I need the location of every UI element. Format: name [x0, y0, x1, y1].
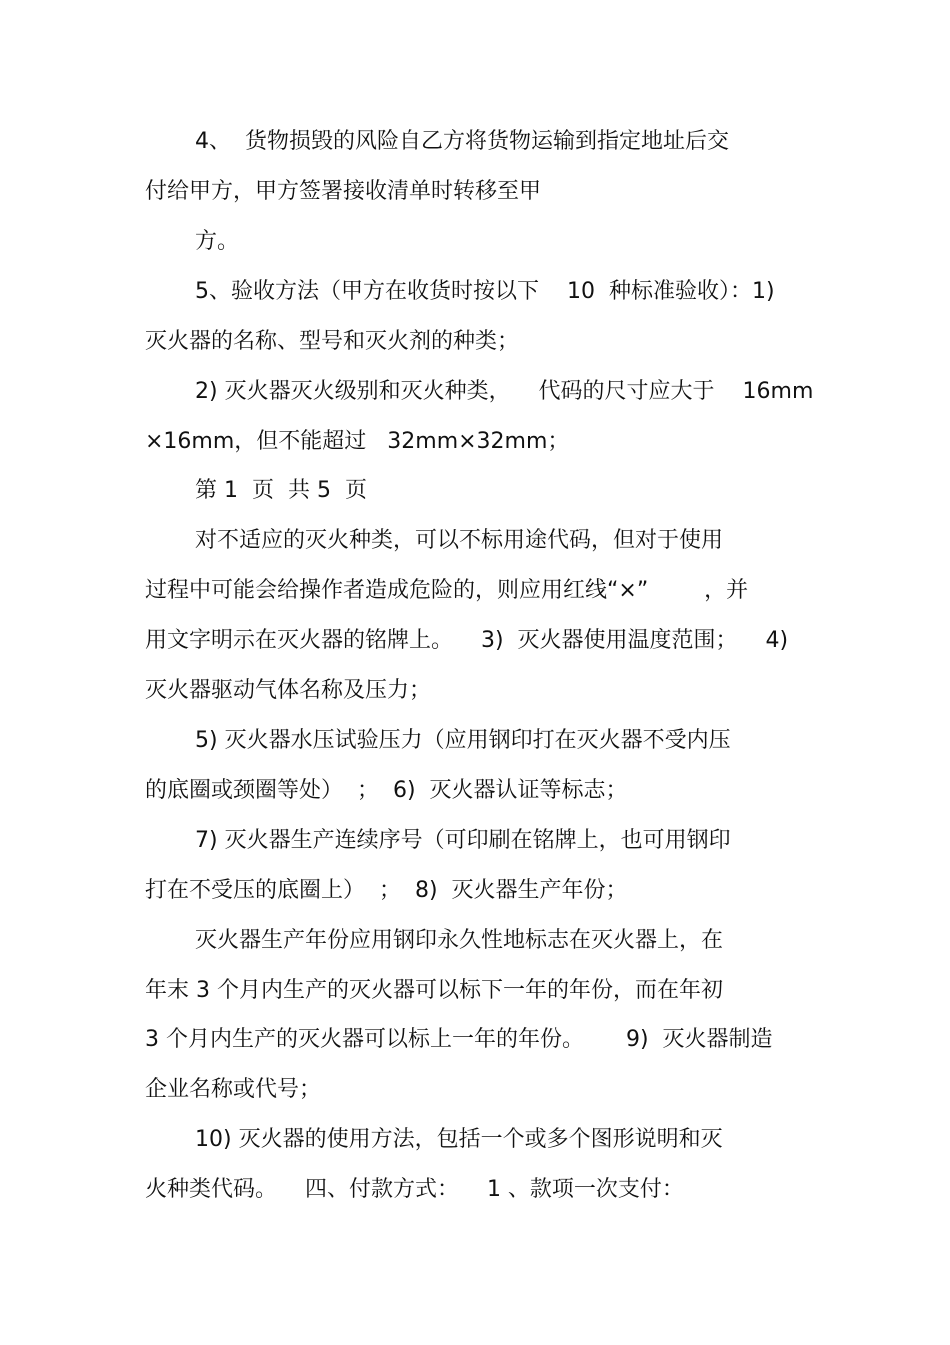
paragraph-line: 2) 灭火器灭火级别和灭火种类， 代码的尺寸应大于 16mm: [195, 379, 814, 404]
paragraph-line: 10) 灭火器的使用方法，包括一个或多个图形说明和灭: [195, 1127, 723, 1152]
paragraph-line: 对不适应的灭火种类，可以不标用途代码，但对于使用: [195, 528, 724, 553]
paragraph-line: 付给甲方，甲方签署接收清单时转移至甲: [145, 179, 542, 204]
paragraph-line: 灭火器驱动气体名称及压力；: [145, 678, 432, 703]
paragraph-line: 企业名称或代号；: [145, 1077, 322, 1102]
paragraph-line: 的底圈或颈圈等处） ； 6) 灭火器认证等标志；: [145, 778, 628, 803]
paragraph-line: ×16mm，但不能超过 32mm×32mm；: [145, 429, 570, 454]
paragraph-line: 5、验收方法（甲方在收货时按以下 10 种标准验收）：1): [195, 279, 775, 304]
paragraph-line: 年末 3 个月内生产的灭火器可以标下一年的年份，而在年初: [145, 978, 723, 1003]
paragraph-line: 3 个月内生产的灭火器可以标上一年的年份。 9) 灭火器制造: [145, 1027, 773, 1052]
paragraph-line: 灭火器生产年份应用钢印永久性地标志在灭火器上，在: [195, 928, 724, 953]
paragraph-line: 用文字明示在灭火器的铭牌上。 3) 灭火器使用温度范围； 4): [145, 628, 789, 653]
paragraph-line: 4、 货物损毁的风险自乙方将货物运输到指定地址后交: [195, 129, 729, 154]
paragraph-line: 5) 灭火器水压试验压力（应用钢印打在灭火器不受内压: [195, 728, 731, 753]
page-number: 第 1 页 共 5 页: [195, 478, 367, 503]
paragraph-line: 火种类代码。 四、付款方式： 1 、款项一次支付：: [145, 1177, 684, 1202]
paragraph-line: 7) 灭火器生产连续序号（可印刷在铭牌上，也可用钢印: [195, 828, 731, 853]
paragraph-line: 方。: [195, 229, 240, 254]
paragraph-line: 打在不受压的底圈上） ； 8) 灭火器生产年份；: [145, 878, 628, 903]
paragraph-line: 灭火器的名称、型号和灭火剂的种类；: [145, 329, 520, 354]
paragraph-line: 过程中可能会给操作者造成危险的，则应用红线“×” ，并: [145, 578, 749, 603]
